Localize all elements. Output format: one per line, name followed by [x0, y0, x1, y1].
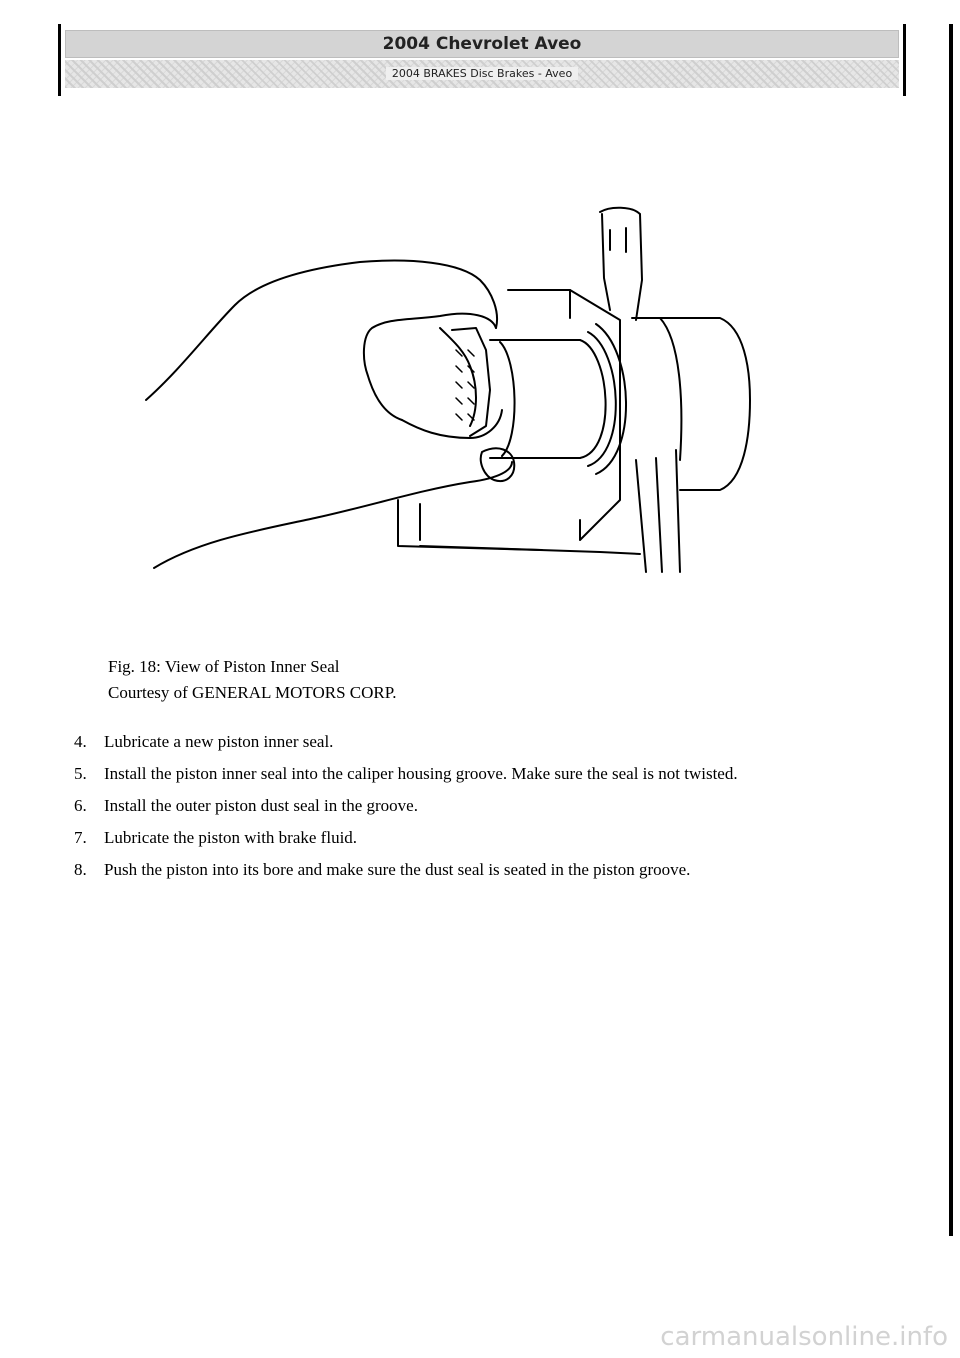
figure-caption-credit: Courtesy of GENERAL MOTORS CORP.: [108, 683, 397, 702]
step-text: Install the piston inner seal into the caliper housing groove. Make sure the seal is not twisted.: [104, 764, 738, 783]
procedure-step: [74, 762, 894, 786]
procedure-step: [74, 730, 894, 754]
page-right-rule: [949, 24, 953, 1236]
watermark: carmanualsonline.info: [660, 1322, 948, 1352]
step-text: Push the piston into its bore and make sure the dust seal is seated in the piston groove.: [104, 860, 691, 879]
step-number: 7.: [74, 828, 87, 847]
header-right-rule: [903, 24, 906, 96]
document-title: 2004 Chevrolet Aveo: [65, 30, 899, 58]
procedure-step: [74, 794, 894, 818]
page-header: [58, 24, 906, 96]
piston-seal-illustration: [140, 200, 760, 580]
step-number: 6.: [74, 796, 87, 815]
step-text: Lubricate the piston with brake fluid.: [104, 828, 358, 847]
step-number: 5.: [74, 764, 87, 783]
procedure-step: [74, 826, 894, 850]
header-left-rule: [58, 24, 61, 96]
figure-caption: [108, 654, 397, 706]
procedure-step: [74, 858, 894, 882]
step-number: 8.: [74, 860, 87, 879]
step-number: 4.: [74, 732, 87, 751]
document-subtitle: 2004 BRAKES Disc Brakes - Aveo: [386, 67, 578, 80]
procedure-steps: [74, 730, 894, 890]
document-subtitle-bar: [65, 60, 899, 88]
figure-caption-title: Fig. 18: View of Piston Inner Seal: [108, 657, 340, 676]
step-text: Install the outer piston dust seal in the groove.: [104, 796, 418, 815]
step-text: Lubricate a new piston inner seal.: [104, 732, 334, 751]
